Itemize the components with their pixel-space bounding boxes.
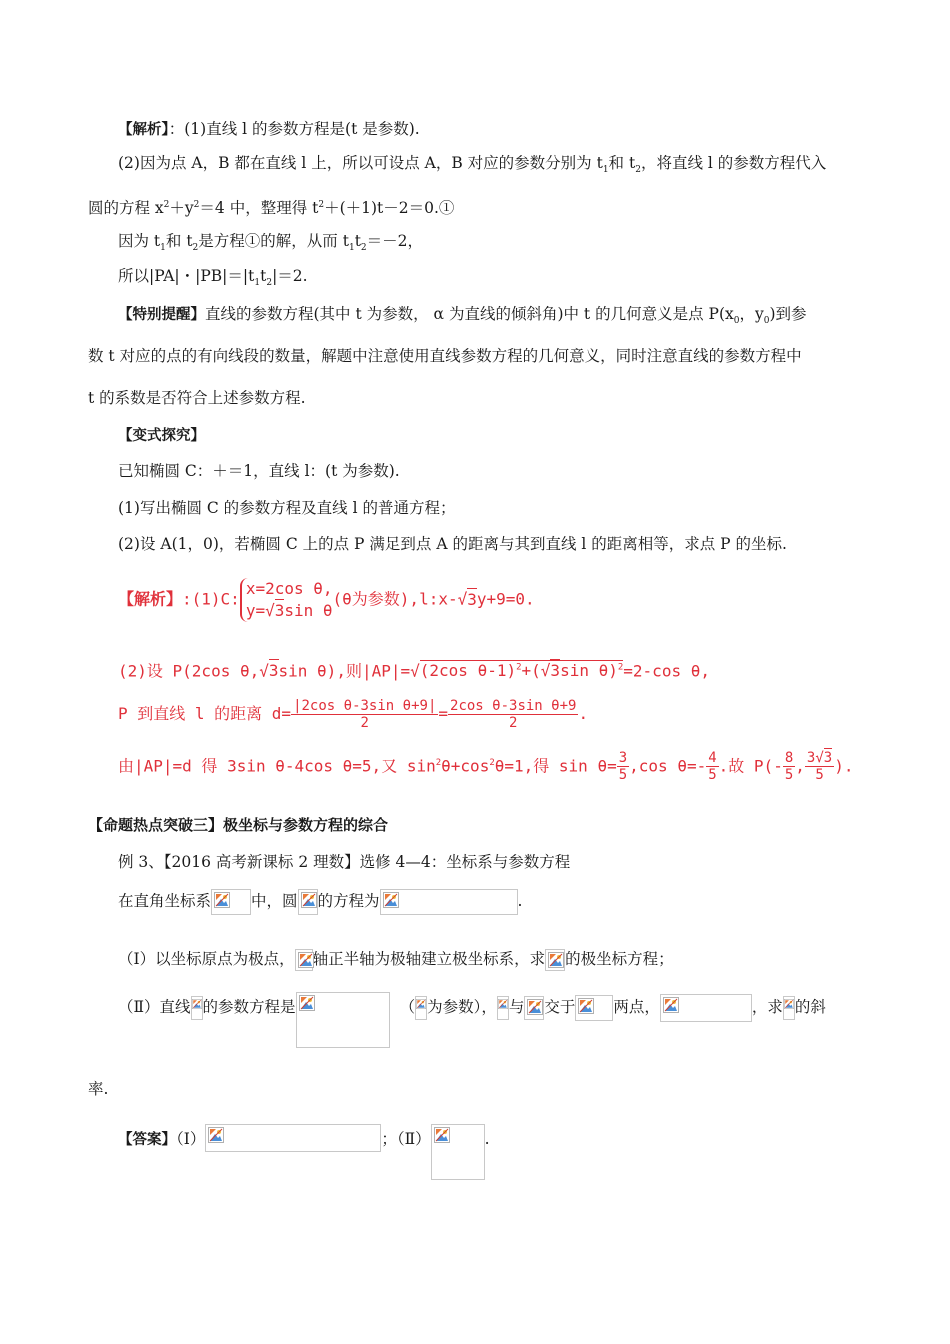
analysis-line-4 (118, 265, 308, 294)
variant-problem (118, 460, 400, 482)
red-solution-line-1: 【解析】:(1)C: x=2cos θ, y=√3sin θ (θ为参数),l:x-√3y+9=0. (118, 579, 535, 620)
analysis2-l2-b: ＋y (169, 199, 194, 218)
red-brace: x=2cos θ, y=√3sin θ (240, 578, 333, 622)
tip-line-1 (118, 303, 807, 332)
analysis3-b: 和 t (165, 232, 193, 250)
example-q1-b: 轴正半轴为极轴建立极坐标系，求 (312, 950, 546, 968)
tip-text-3: t 的系数是否符合上述参数方程. (88, 389, 306, 407)
red-frac-4-num: 4 (708, 750, 717, 767)
red-frac-1 (291, 698, 438, 731)
analysis3-e: ＝－2， (366, 232, 424, 250)
red-p4-e: .故 P(- (718, 756, 783, 776)
example-q1-a: （Ⅰ）以坐标原点为极点， (118, 950, 295, 968)
analysis-line-3 (118, 230, 423, 259)
red-solution-line-4 (118, 746, 853, 783)
analysis4-c: |＝2. (272, 267, 308, 285)
example-q2-c: （ (399, 998, 416, 1016)
example-q2-b: 的参数方程是 (202, 998, 296, 1016)
sub-1: 1 (348, 243, 355, 254)
red-p1-sqrt: 3 (467, 589, 477, 609)
formula-image (524, 996, 544, 1020)
example-q2-d: 为参数）， (427, 998, 497, 1016)
formula-image (575, 995, 613, 1021)
tip-line-2 (88, 345, 802, 367)
sup-2: 2 (489, 758, 495, 768)
red-frac-3 (617, 750, 629, 783)
answer-label: 【答案】 (118, 1132, 176, 1148)
example-q2-f: 交于 (544, 998, 576, 1016)
sup-2: 2 (193, 200, 200, 210)
example-q2-i: 的斜 (794, 998, 826, 1016)
red-frac-3-num: 3 (618, 750, 628, 767)
red-frac-6-num-a: 3 (806, 750, 816, 767)
analysis2-l2-d: ＋(＋1)t－2＝0.① (324, 199, 455, 218)
broken-image-icon (208, 1127, 224, 1143)
red-frac-6-num: 3√3 (806, 750, 833, 767)
red-p1-end: y+9=0. (476, 589, 535, 609)
variant-q1-text: (1)写出椭圆 C 的参数方程及直线 l 的普通方程； (118, 499, 456, 517)
red-p2-root: (2cos θ-1)$^2$+(√3sin θ)$^2$ (419, 661, 624, 681)
analysis-label: 【解析】 (118, 122, 169, 138)
red-p3-end: . (578, 704, 589, 723)
analysis3-a: 因为 t (118, 232, 161, 250)
broken-image-icon (527, 999, 543, 1015)
red-label: 【解析】 (118, 589, 183, 609)
formula-image (296, 992, 390, 1048)
broken-image-icon (299, 995, 315, 1011)
analysis3-d: t (354, 232, 361, 250)
analysis2-l2-c: ＝4 中，整理得 t (199, 199, 319, 218)
red-brace-sqrt: 3 (274, 601, 285, 620)
sub-2: 2 (635, 165, 641, 176)
tip-text-1b: ，y (739, 305, 764, 323)
red-frac-4-den: 5 (708, 767, 717, 784)
formula-image (545, 949, 565, 971)
red-p2-a: (2)设 P(2cos θ, (118, 661, 260, 681)
broken-image-icon (663, 997, 679, 1013)
red-p4-c: θ=1,得 sin θ= (494, 756, 617, 776)
example-q1 (118, 946, 674, 972)
red-frac-6 (805, 750, 834, 783)
tip-text-2: 数 t 对应的点的有向线段的数量，解题中注意使用直线参数方程的几何意义，同时注意直线的参数方程中 (88, 347, 802, 365)
variant-label-line (118, 424, 205, 447)
analysis2-text-b: 和 t (608, 154, 636, 172)
broken-image-icon (784, 999, 794, 1009)
sub-2: 2 (192, 243, 199, 254)
example-header: 例 3、【2016 高考新课标 2 理数】选修 4—4：坐标系与参数方程 (118, 853, 571, 871)
formula-image (431, 1124, 485, 1180)
red-brace-top: x=2cos θ, (245, 579, 333, 598)
example-q2-cont: 率. (88, 1080, 109, 1098)
red-frac-1-num: |2cos θ-3sin θ+9| (293, 698, 437, 714)
variant-q1 (118, 497, 455, 519)
formula-image (191, 996, 203, 1020)
broken-image-icon (548, 952, 564, 968)
red-frac-5 (783, 750, 795, 783)
red-p4-d: ,cos θ=- (629, 756, 707, 776)
analysis4-a: 所以|PA|・|PB|＝|t (118, 267, 255, 285)
red-p3-a: P 到直线 l 的距离 d= (118, 704, 292, 723)
variant-q2 (118, 533, 787, 555)
formula-image (660, 994, 752, 1022)
red-p1-prefix: :(1)C: (182, 589, 240, 609)
analysis2-text-a: (2)因为点 A，B 都在直线 l 上，所以可设点 A，B 对应的参数分别为 t (118, 154, 603, 172)
red-p4-a: 由|AP|=d 得 3sin θ-4cos θ=5,又 sin (118, 756, 436, 776)
red-frac-6-den: 5 (815, 767, 824, 784)
section-title: 【命题热点突破三】极坐标与参数方程的综合 (88, 816, 389, 834)
broken-image-icon (416, 999, 426, 1009)
tip-line-3 (88, 387, 306, 409)
example-l1-a: 在直角坐标系 (118, 892, 212, 910)
variant-problem-text: 已知椭圆 C：＋＝1，直线 l：(t 为参数). (118, 462, 400, 480)
red-p1-mid: (θ为参数),l:x- (332, 589, 458, 609)
analysis2-l2-a: 圆的方程 x (88, 199, 164, 218)
red-p2-root-b: +( (521, 661, 541, 681)
analysis4-b: t (260, 267, 267, 285)
red-frac-2-den: 2 (509, 715, 518, 731)
red-p4-f: , (795, 756, 805, 776)
analysis-line-2b (88, 194, 454, 219)
answer-c: . (484, 1130, 490, 1148)
red-brace-bot-c: sin θ (284, 601, 333, 620)
red-brace-bot-a: y= (245, 601, 266, 620)
red-frac-5-num: 8 (784, 750, 794, 767)
example-l1-d: . (517, 892, 523, 910)
red-frac-6-num-sqrt: 3 (823, 750, 833, 767)
example-q2-h: ，求 (751, 998, 783, 1016)
sub-0: 0 (763, 316, 770, 327)
analysis-line-2 (118, 152, 826, 181)
formula-image (783, 996, 795, 1020)
example-q2 (118, 992, 826, 1048)
red-p2-root-c: sin θ) (560, 661, 618, 681)
tip-label: 【特别提醒】 (118, 307, 205, 323)
sub-0: 0 (733, 316, 740, 327)
red-p3-eq: = (438, 704, 449, 723)
red-frac-4 (706, 750, 718, 783)
red-p2-b: sin θ),则|AP|= (278, 661, 411, 681)
formula-image (211, 889, 251, 915)
red-frac-3-den: 5 (618, 767, 628, 784)
broken-image-icon (434, 1127, 450, 1143)
broken-image-icon (383, 892, 399, 908)
analysis2-text-c: ，将直线 l 的参数方程代入 (640, 154, 827, 172)
example-q2-a: （Ⅱ）直线 (118, 998, 191, 1016)
example-q1-c: 的极坐标方程； (565, 950, 674, 968)
tip-text-1a: 直线的参数方程(其中 t 为参数， α 为直线的倾斜角)中 t 的几何意义是点 P(x (205, 305, 734, 323)
red-frac-5-den: 5 (784, 767, 794, 784)
red-p2-end: =2-cos θ, (623, 661, 710, 681)
red-p2-root-a: (2cos θ-1) (419, 661, 517, 681)
broken-image-icon (214, 892, 230, 908)
sub-1: 1 (160, 243, 166, 254)
variant-q2-text: (2)设 A(1，0)，若椭圆 C 上的点 P 满足到点 A 的距离与其到直线 l 的距离相等，求点 P 的坐标. (118, 535, 787, 553)
example-line-1 (118, 886, 522, 916)
red-p4-b: θ+cos (441, 756, 490, 776)
red-solution-line-2: (2)设 P(2cos θ,√3sin θ),则|AP|=√(2cos θ-1)$^2$+(√3sin θ)$^2$=2-cos θ, (118, 661, 710, 681)
broken-image-icon (192, 999, 202, 1009)
formula-image (295, 949, 313, 971)
example-l1-b: 中，圆 (251, 892, 298, 910)
formula-image (415, 996, 427, 1020)
sub-2: 2 (360, 243, 367, 254)
red-frac-2-num: 2cos θ-3sin θ+9 (450, 698, 577, 714)
analysis-line-1 (118, 118, 420, 141)
formula-image (298, 889, 318, 915)
sup-2: 2 (163, 200, 170, 210)
formula-image (380, 889, 518, 915)
broken-image-icon (578, 998, 594, 1014)
example-q2-g: 两点， (613, 998, 660, 1016)
broken-image-icon (298, 952, 314, 968)
sup-2: 2 (318, 200, 325, 210)
analysis-text-1: ：(1)直线 l 的参数方程是(t 是参数). (168, 120, 420, 138)
red-p4-g: ). (834, 756, 854, 776)
red-frac-1-den: 2 (360, 715, 369, 731)
sup-2: 2 (435, 758, 442, 768)
sub-1: 1 (254, 278, 261, 289)
red-p2-sqrt: 3 (268, 661, 279, 681)
sub-1: 1 (602, 165, 609, 176)
tip-text-1c: )到参 (769, 305, 807, 323)
sup-2: 2 (516, 663, 522, 673)
formula-image (205, 1124, 381, 1152)
example-l1-c: 的方程为 (317, 892, 380, 910)
sup-2: 2 (617, 663, 624, 673)
formula-image (497, 996, 509, 1020)
sub-2: 2 (266, 278, 273, 289)
red-solution-line-3 (118, 697, 588, 731)
red-frac-2 (448, 698, 578, 731)
answer-line (118, 1124, 490, 1180)
answer-b: ；（Ⅱ） (381, 1130, 431, 1148)
broken-image-icon (301, 892, 317, 908)
example-q2-e: 与 (508, 998, 525, 1016)
analysis3-c: 是方程①的解，从而 t (198, 232, 349, 250)
answer-a: （Ⅰ） (176, 1130, 206, 1148)
broken-image-icon (498, 999, 508, 1009)
red-p2-root-sqrt: 3 (550, 661, 561, 681)
variant-label: 【变式探究】 (118, 428, 205, 444)
